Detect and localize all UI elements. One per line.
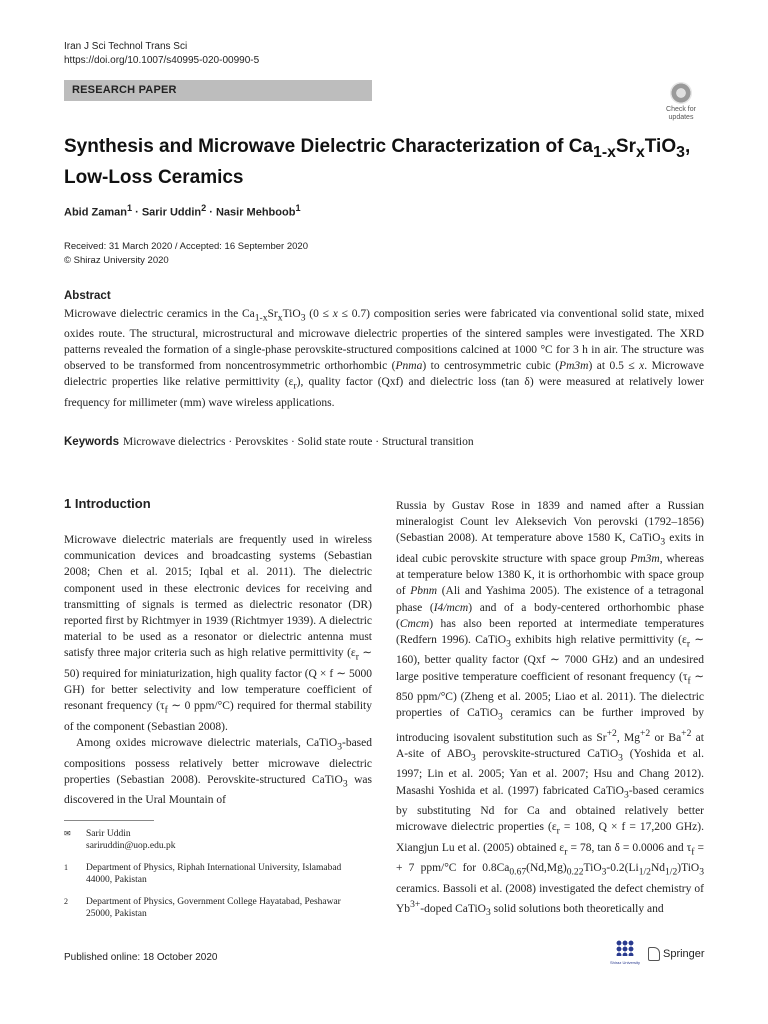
affiliation-1 (64, 862, 364, 886)
journal-name: Iran J Sci Technol Trans Sci (64, 41, 188, 52)
corresponding-author (64, 828, 364, 852)
flower-emblem-icon (616, 940, 634, 956)
affiliation-2 (64, 896, 364, 920)
keywords-list: Microwave dielectrics · Perovskites · Solid state route · Structural transition (122, 436, 474, 448)
section-heading-introduction: 1 Introduction (64, 496, 151, 511)
springer-logo (648, 947, 705, 961)
keywords-line (64, 436, 474, 448)
left-column (64, 532, 372, 808)
intro-paragraph-continued: Russia by Gustav Rose in 1839 and named after a Russian mineralogist Count lev Aleksevich Von perovski (1792–1856) (Sebastian 2008). At temperature above 1580 K, CaTiO$_3$ exits in ideal cubic perovskite structure with space group Pm3m, whereas at temperature below 1380 K, it is orthorhombic with space group of Pbnm (Ali and Yashima 2005). The existence of a tetragonal phase (I4/mcm) and of a body-centered orthorhombic phase (Cmcm) has also been reported at intermediate temperatures (Redfern 1996). CaTiO$_3$ exhibits high relative permittivity ($\varepsilon_r$ ∼ 160), better quality factor (Qxf ∼ 7000 GHz) and an undesired large positive temperature coefficient of resonant frequency ($\tau_f$ ∼ 850 ppm/°C) (Zheng et al. 2005; Liao et al. 2011). The dielectric properties of CaTiO$_3$ ceramics can be further improved by introducing isovalent substitution such as $Sr^{+2}$, $Mg^{+2}$ or $Ba^{+2}$ at A-site of $ABO_3$ perovskite-structured CaTiO$_3$ (Yoshida et al. 1997; Lin et al. 2005; Yan et al. 2007; Hsu and Chang 2012). Masashi Yoshida et al. (1997) fabricated CaTiO$_3$-based ceramics by substituting Nd for Ca and obtained relatively better microwave dielectric properties ($\varepsilon_r = 108$, Q × f = 17,200 GHz). Xiangjun Lu et al. (2005) obtained $\varepsilon_r = 78$, tan δ = 0.0006 and $\tau_f$ = + 7 ppm/°C for $0.8Ca_{0.67}(Nd,Mg)_{0.22}TiO_3-0.2(Li_{1/2}Nd_{1/2})TiO_3$ ceramics. Bassoli et al. (2008) investigated the defect chemistry of $Yb^{3+}$-doped CaTiO$_3$ solid solutions both theoretically and (396, 500, 705, 919)
article-type-label: RESEARCH PAPER (72, 84, 177, 96)
doi-link[interactable]: https://doi.org/10.1007/s40995-020-00990-5 (64, 55, 260, 66)
paper-title: Synthesis and Microwave Dielectric Characterization of $Ca_{1-x}Sr_xTiO_3$, Low-Loss Ceramics (64, 136, 691, 188)
springer-horse-icon (648, 947, 660, 961)
footnotes (64, 828, 364, 930)
journal-header (64, 40, 259, 68)
springer-wordmark: Springer (663, 948, 705, 960)
footnote-divider (64, 820, 154, 821)
affiliation-number: 2 (64, 897, 68, 906)
article-type-banner (64, 80, 372, 101)
affiliation-text: Department of Physics, Riphah International University, Islamabad 44000, Pakistan (86, 863, 342, 885)
corresponding-email[interactable]: sariruddin@uop.edu.pk (86, 841, 176, 851)
intro-paragraph-1: Microwave dielectric materials are frequently used in wireless communication devices and broadcasting systems (Sebastian 2008; Chen et al. 2015; Iqbal et al. 2011). The dielectric component used in these electronic devices for receiving and transmitting of signals is termed as dielectric resonator (DR) reported first by Richtmyer in 1939 (Richtmyer 1939). A dielectric material to be used as a resonator or dielectric antenna must satisfy three major criteria such as high relative permittivity ($\varepsilon_r$ ∼ 50) required for miniaturization, high quality factor (Q × f ∼ 5000 GH) for better selectivity and low temperature coefficient of resonant frequency ($\tau_f$ ∼ 0 ppm/°C) required for thermal stability of the component (Sebastian 2008). (64, 534, 372, 733)
keywords-label: Keywords (64, 436, 119, 448)
right-column (396, 498, 704, 921)
check-for-updates-badge[interactable] (660, 82, 702, 124)
dates-block (64, 240, 308, 268)
envelope-icon: ✉ (64, 829, 71, 838)
author-list: Abid Zaman$^1$ · Sarir Uddin$^2$ · Nasir Mehboob$^1$ (64, 203, 301, 219)
affiliation-number: 1 (64, 863, 68, 872)
copyright-line: © Shiraz University 2020 (64, 255, 169, 266)
intro-paragraph-2: Among oxides microwave dielectric materials, CaTiO$_3$-based compositions possess relatively better microwave dielectric properties (Sebastian 2008). Perovskite-structured CaTiO$_3$ was discovered in the Ural Mountain of (64, 737, 372, 807)
check-updates-icon (670, 82, 692, 104)
shiraz-university-logo (610, 940, 640, 968)
check-updates-label: Check for updates (666, 106, 696, 121)
publisher-logos (610, 940, 705, 968)
abstract-heading: Abstract (64, 290, 111, 302)
published-date: Published online: 18 October 2020 (64, 952, 218, 963)
shiraz-logo-text: Shiraz University (610, 960, 641, 965)
abstract-text: Microwave dielectric ceramics in the $Ca_{1-x}Sr_xTiO_3$ (0 ≤ x ≤ 0.7) composition series were fabricated via conventional solid state, mixed oxides route. The structural, microstructural and microwave dielectric properties of the sintered samples were investigated. The XRD patterns revealed the formation of a single-phase perovskite-structured compositions calcined at 1000 °C for 3 h in air. The structure was observed to be transformed from noncentrosymmetric orthorhombic (Pnma) to centrosymmetric cubic (Pm3m) at 0.5 ≤ x. Microwave dielectric properties like relative permittivity $(\varepsilon_r)$, quality factor (Qxf) and dielectric loss (tan δ) were measured at relatively lower frequency for millimeter (mm) wave wireless applications. (64, 308, 704, 409)
corresponding-name: Sarir Uddin (86, 829, 131, 839)
affiliation-text: Department of Physics, Government College Hayatabad, Peshawar 25000, Pakistan (86, 897, 341, 919)
received-accepted-dates: Received: 31 March 2020 / Accepted: 16 September 2020 (64, 241, 308, 252)
